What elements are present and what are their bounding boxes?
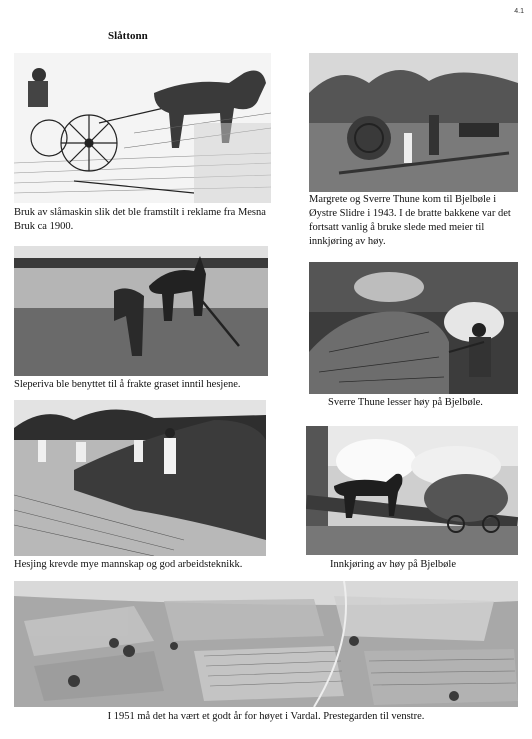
photo-caption: Innkjøring av høy på Bjelbøle — [330, 559, 456, 570]
photo-caption: Sleperiva ble benyttet til å frakte graset inntil hesjene. — [14, 379, 241, 390]
hesjing-photo — [14, 400, 266, 556]
sleperiva-photo — [14, 246, 268, 376]
photo-caption: Margrete og Sverre Thune kom til Bjelbøle i Øystre Slidre i 1943. I de bratte bakkene var det fortsatt vanlig å bruke slede med meier til innkjøring av høy. — [309, 194, 511, 247]
page-number: 4.1 — [514, 8, 524, 15]
hay-barn-photo — [306, 426, 518, 555]
thune-couple-photo — [309, 53, 518, 192]
mowing-machine-illustration — [14, 53, 271, 203]
photo-caption: I 1951 må det ha vært et godt år for høyet i Vardal. Prestegarden til venstre. — [107, 711, 425, 722]
vardal-aerial-photo — [14, 581, 518, 707]
photo-caption: Hesjing krevde mye mannskap og god arbeidsteknikk. — [14, 559, 243, 570]
hay-loading-photo — [309, 262, 518, 394]
page-title: Slåttonn — [108, 30, 148, 42]
photo-caption: Sverre Thune lesser høy på Bjelbøle. — [328, 397, 483, 408]
photo-caption: Bruk av slåmaskin slik det ble framstilt i reklame fra Mesna Bruk ca 1900. — [14, 207, 266, 232]
